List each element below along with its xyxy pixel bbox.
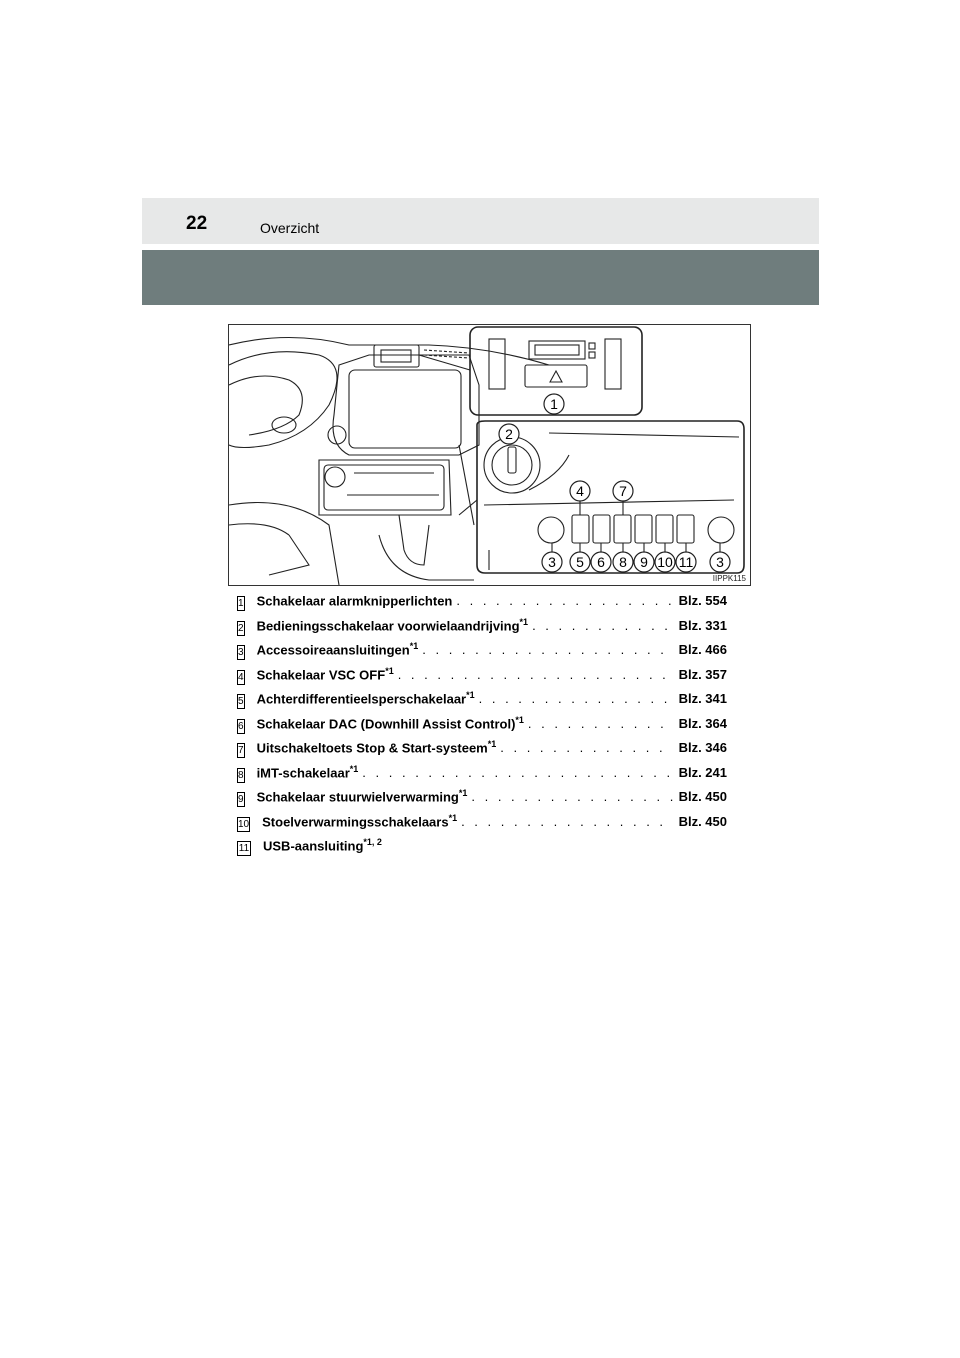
leader-dots xyxy=(500,740,672,755)
item-number: 6 xyxy=(238,720,244,732)
page-reference[interactable]: Blz. 554 xyxy=(678,593,727,609)
item-number: 2 xyxy=(238,622,244,634)
callout-7: 7 xyxy=(619,483,627,499)
leader-dots xyxy=(456,593,672,608)
list-item xyxy=(237,666,727,691)
section-title: Overzicht xyxy=(260,220,320,236)
callout-4: 4 xyxy=(576,483,584,499)
leader-dots xyxy=(398,667,673,682)
callout-3b: 3 xyxy=(716,554,724,570)
dashboard-sketch xyxy=(229,338,549,586)
item-number: 9 xyxy=(238,794,244,806)
switch-panel-zoom xyxy=(459,421,744,573)
callout-8: 8 xyxy=(619,554,627,570)
list-item xyxy=(237,813,727,838)
callout-11: 11 xyxy=(678,554,694,570)
figure-code: IIPPK115 xyxy=(712,574,746,583)
list-item xyxy=(237,837,727,862)
list-item xyxy=(237,690,727,715)
page-header xyxy=(142,198,819,244)
leader-dots xyxy=(471,789,672,804)
item-number: 7 xyxy=(238,745,244,757)
item-number: 10 xyxy=(238,818,250,830)
callout-10: 10 xyxy=(657,554,673,570)
item-number: 5 xyxy=(238,696,244,708)
item-number: 8 xyxy=(238,769,244,781)
leader-dots xyxy=(422,642,672,657)
list-item xyxy=(237,715,727,740)
page-reference[interactable]: Blz. 364 xyxy=(678,715,727,731)
item-label: Stoelverwarmingsschakelaars$^{*1}$ xyxy=(262,812,458,829)
page-reference[interactable]: Blz. 357 xyxy=(678,666,727,682)
list-item xyxy=(237,617,727,642)
item-number: 1 xyxy=(238,598,244,610)
callout-9: 9 xyxy=(640,554,648,570)
callout-6: 6 xyxy=(597,554,605,570)
item-label: Schakelaar alarmknipperlichten xyxy=(256,593,453,609)
list-item xyxy=(237,592,727,617)
item-label: Schakelaar stuurwielverwarming$^{*1}$ xyxy=(256,788,468,805)
item-label: Schakelaar DAC (Downhill Assist Control)$^{*1}$ xyxy=(256,714,524,731)
item-label: Accessoireaansluitingen$^{*1}$ xyxy=(256,641,419,658)
leader-dots xyxy=(532,618,673,633)
item-number: 3 xyxy=(238,647,244,659)
page-reference[interactable]: Blz. 466 xyxy=(678,642,727,658)
list-item xyxy=(237,764,727,789)
item-label: Schakelaar VSC OFF$^{*1}$ xyxy=(256,665,394,682)
item-label: iMT-schakelaar$^{*1}$ xyxy=(256,763,359,780)
leader-dots xyxy=(461,814,673,829)
item-label: Achterdifferentieelsperschakelaar$^{*1}$ xyxy=(256,690,475,707)
item-label: Uitschakeltoets Stop & Start-systeem$^{*1}$ xyxy=(256,739,497,756)
leader-dots xyxy=(528,716,673,731)
leader-dots xyxy=(362,765,672,780)
callout-3a: 3 xyxy=(548,554,556,570)
callout-2: 2 xyxy=(505,426,513,442)
page-reference[interactable]: Blz. 241 xyxy=(678,764,727,780)
dashboard-illustration xyxy=(228,324,751,586)
page-reference[interactable]: Blz. 341 xyxy=(678,691,727,707)
page-reference[interactable]: Blz. 450 xyxy=(678,789,727,805)
item-label: Bedieningsschakelaar voorwielaandrijving$^{*1}$ xyxy=(256,616,529,633)
list-item xyxy=(237,641,727,666)
hazard-zoom-panel xyxy=(419,327,642,415)
item-list xyxy=(237,592,727,862)
item-label: USB-aansluiting$^{*1, 2}$ xyxy=(263,837,382,854)
page-reference[interactable]: Blz. 450 xyxy=(678,813,727,829)
chapter-band xyxy=(142,250,819,305)
callout-1: 1 xyxy=(550,396,558,412)
callout-5: 5 xyxy=(576,554,584,570)
page-number: 22 xyxy=(186,213,208,234)
page-reference[interactable]: Blz. 331 xyxy=(678,617,727,633)
page-reference[interactable]: Blz. 346 xyxy=(678,740,727,756)
item-number: 11 xyxy=(238,843,250,855)
item-number: 4 xyxy=(238,671,244,683)
list-item xyxy=(237,739,727,764)
list-item xyxy=(237,788,727,813)
leader-dots xyxy=(479,691,673,706)
